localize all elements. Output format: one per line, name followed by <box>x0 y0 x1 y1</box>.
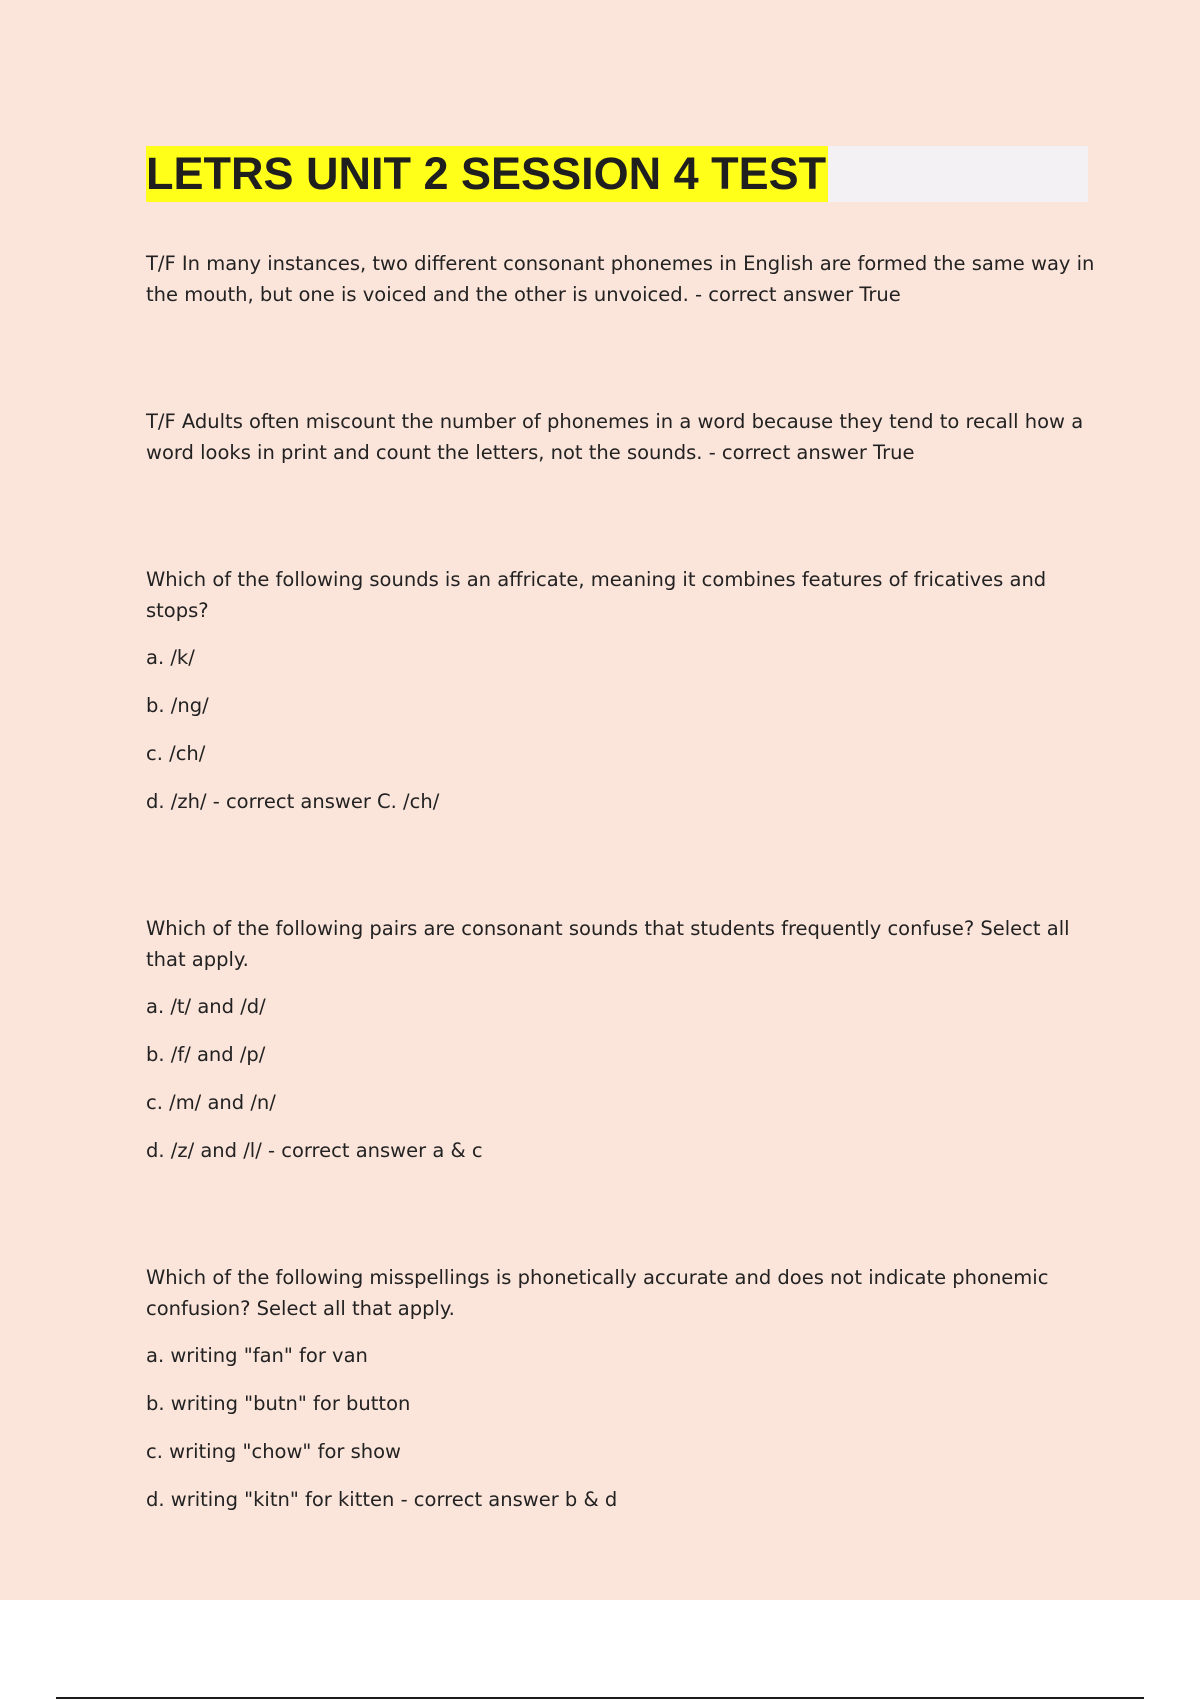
answer-option: d. writing "kitn" for kitten - correct answer b & d <box>146 1488 618 1511</box>
question-text: Which of the following sounds is an affricate, meaning it combines features of fricatives and stops? <box>146 568 1047 622</box>
question-text: Which of the following misspellings is phonetically accurate and does not indicate phonemic confusion? Select all that apply. <box>146 1266 1049 1320</box>
answer-option: a. writing "fan" for van <box>146 1344 368 1367</box>
question-text: Which of the following pairs are consonant sounds that students frequently confuse? Select all that apply. <box>146 917 1070 971</box>
answer-option: b. /ng/ <box>146 694 209 717</box>
question-5 <box>146 1262 1096 1515</box>
answer-option: a. /k/ <box>146 646 195 669</box>
footer-divider <box>56 1697 1144 1699</box>
question-2 <box>146 406 1096 468</box>
document-title: LETRS UNIT 2 SESSION 4 TEST <box>146 146 828 202</box>
answer-option: c. /ch/ <box>146 742 206 765</box>
question-text: T/F In many instances, two different consonant phonemes in English are formed the same way in the mouth, but one is voiced and the other is unvoiced. - correct answer True <box>146 252 1095 306</box>
answer-option: d. /zh/ - correct answer C. /ch/ <box>146 790 440 813</box>
document-body <box>146 248 1096 1611</box>
answer-option: c. writing "chow" for show <box>146 1440 402 1463</box>
answer-option: b. /f/ and /p/ <box>146 1043 266 1066</box>
answer-option: b. writing "butn" for button <box>146 1392 411 1415</box>
answer-option: d. /z/ and /l/ - correct answer a & c <box>146 1139 483 1162</box>
question-4 <box>146 913 1096 1166</box>
answer-option: c. /m/ and /n/ <box>146 1091 276 1114</box>
question-text: T/F Adults often miscount the number of phonemes in a word because they tend to recall how a word looks in print and count the letters, not the sounds. - correct answer True <box>146 410 1084 464</box>
question-3 <box>146 564 1096 817</box>
answer-option: a. /t/ and /d/ <box>146 995 266 1018</box>
question-1 <box>146 248 1096 310</box>
